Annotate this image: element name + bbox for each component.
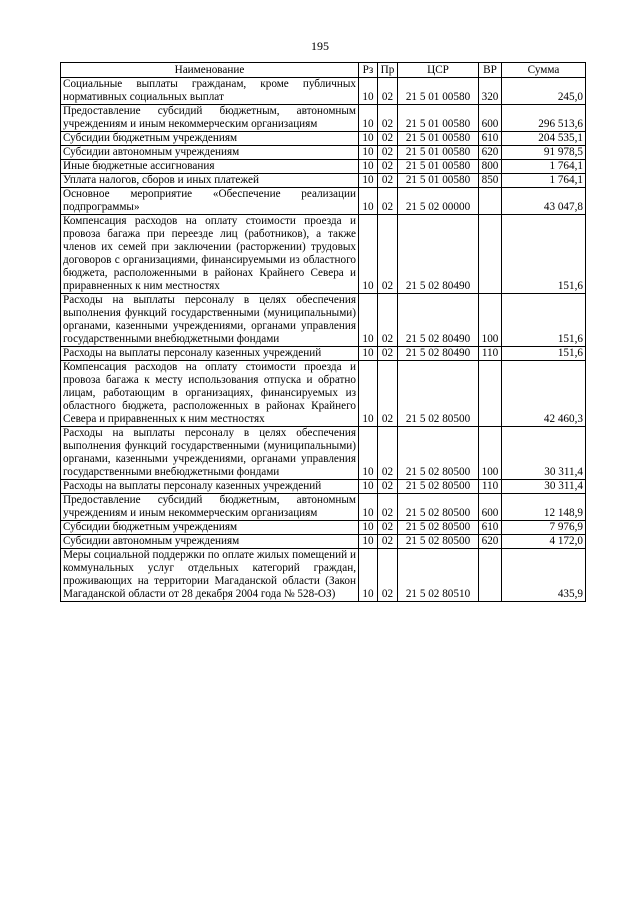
row-rz: 10	[359, 188, 378, 215]
table-row	[61, 188, 586, 215]
row-sum: 151,6	[502, 347, 586, 361]
row-rz: 10	[359, 215, 378, 294]
row-name: Расходы на выплаты персоналу в целях обеспечения выполнения функций государственными (муниципальными) органами, казенными учреждениями, органами управления государственными внебюджетными фондами	[61, 294, 359, 347]
row-sum: 151,6	[502, 294, 586, 347]
row-vr: 620	[479, 535, 502, 549]
row-rz: 10	[359, 294, 378, 347]
page-number: 195	[311, 39, 329, 53]
row-vr: 110	[479, 480, 502, 494]
row-csr: 21 5 02 80490	[398, 294, 479, 347]
row-pr: 02	[378, 174, 398, 188]
row-rz: 10	[359, 494, 378, 521]
row-sum: 204 535,1	[502, 132, 586, 146]
row-csr: 21 5 02 80500	[398, 521, 479, 535]
row-rz: 10	[359, 549, 378, 602]
row-name: Уплата налогов, сборов и иных платежей	[61, 174, 359, 188]
row-name: Субсидии бюджетным учреждениям	[61, 521, 359, 535]
row-sum: 435,9	[502, 549, 586, 602]
row-rz: 10	[359, 146, 378, 160]
table-row	[61, 215, 586, 294]
row-vr: 320	[479, 78, 502, 105]
table-row	[61, 160, 586, 174]
row-name: Основное мероприятие «Обеспечение реализации подпрограммы»	[61, 188, 359, 215]
row-sum: 30 311,4	[502, 427, 586, 480]
row-pr: 02	[378, 347, 398, 361]
row-csr: 21 5 01 00580	[398, 146, 479, 160]
row-csr: 21 5 02 80500	[398, 361, 479, 427]
row-name: Расходы на выплаты персоналу казенных учреждений	[61, 480, 359, 494]
row-sum: 151,6	[502, 215, 586, 294]
row-vr: 100	[479, 294, 502, 347]
row-name: Меры социальной поддержки по оплате жилых помещений и коммунальных услуг отдельных категорий граждан, проживающих на территории Магаданской области (Закон Магаданской области от 28 декабря 2004 года № 528-ОЗ)	[61, 549, 359, 602]
row-rz: 10	[359, 160, 378, 174]
row-pr: 02	[378, 494, 398, 521]
row-name: Субсидии автономным учреждениям	[61, 146, 359, 160]
row-pr: 02	[378, 361, 398, 427]
row-sum: 1 764,1	[502, 174, 586, 188]
row-csr: 21 5 02 80500	[398, 494, 479, 521]
row-sum: 296 513,6	[502, 105, 586, 132]
row-csr: 21 5 02 80490	[398, 347, 479, 361]
row-sum: 91 978,5	[502, 146, 586, 160]
table-row	[61, 146, 586, 160]
row-pr: 02	[378, 480, 398, 494]
row-pr: 02	[378, 188, 398, 215]
table-body	[61, 78, 586, 602]
row-vr	[479, 361, 502, 427]
row-vr: 100	[479, 427, 502, 480]
row-name: Иные бюджетные ассигнования	[61, 160, 359, 174]
row-rz: 10	[359, 521, 378, 535]
table-row	[61, 347, 586, 361]
row-sum: 1 764,1	[502, 160, 586, 174]
table-row	[61, 105, 586, 132]
row-csr: 21 5 02 80510	[398, 549, 479, 602]
row-rz: 10	[359, 132, 378, 146]
table-row	[61, 494, 586, 521]
row-vr: 610	[479, 132, 502, 146]
table-row	[61, 294, 586, 347]
row-pr: 02	[378, 78, 398, 105]
table-row	[61, 535, 586, 549]
row-name: Компенсация расходов на оплату стоимости проезда и провоза багажа при переезде лиц (работников), а также членов их семей при заключении (расторжении) трудовых договоров с организациями, финансируемыми из областного бюджета, расположенными в районах Крайнего Севера и приравненных к ним местностях	[61, 215, 359, 294]
row-rz: 10	[359, 347, 378, 361]
row-name: Субсидии бюджетным учреждениям	[61, 132, 359, 146]
row-name: Субсидии автономным учреждениям	[61, 535, 359, 549]
row-name: Предоставление субсидий бюджетным, автономным учреждениям и иным некоммерческим организациям	[61, 105, 359, 132]
row-pr: 02	[378, 215, 398, 294]
budget-table	[60, 62, 586, 602]
row-rz: 10	[359, 174, 378, 188]
row-sum: 7 976,9	[502, 521, 586, 535]
row-csr: 21 5 01 00580	[398, 132, 479, 146]
row-pr: 02	[378, 549, 398, 602]
row-sum: 12 148,9	[502, 494, 586, 521]
table-header-row	[61, 63, 586, 78]
row-csr: 21 5 01 00580	[398, 78, 479, 105]
row-sum: 4 172,0	[502, 535, 586, 549]
header-sum: Сумма	[502, 63, 586, 78]
table-row	[61, 361, 586, 427]
row-pr: 02	[378, 521, 398, 535]
row-csr: 21 5 02 80500	[398, 480, 479, 494]
row-csr: 21 5 01 00580	[398, 105, 479, 132]
table-row	[61, 78, 586, 105]
row-vr: 600	[479, 494, 502, 521]
row-csr: 21 5 02 80500	[398, 535, 479, 549]
table-row	[61, 427, 586, 480]
row-name: Расходы на выплаты персоналу в целях обеспечения выполнения функций государственными (муниципальными) органами, казенными учреждениями, органами управления государственными внебюджетными фондами	[61, 427, 359, 480]
header-csr: ЦСР	[398, 63, 479, 78]
row-csr: 21 5 01 00580	[398, 174, 479, 188]
row-pr: 02	[378, 146, 398, 160]
row-sum: 245,0	[502, 78, 586, 105]
row-csr: 21 5 02 80490	[398, 215, 479, 294]
row-vr: 110	[479, 347, 502, 361]
row-rz: 10	[359, 361, 378, 427]
row-sum: 30 311,4	[502, 480, 586, 494]
row-vr	[479, 215, 502, 294]
table-row	[61, 174, 586, 188]
row-vr: 610	[479, 521, 502, 535]
row-vr	[479, 188, 502, 215]
table-row	[61, 521, 586, 535]
table-row	[61, 132, 586, 146]
row-pr: 02	[378, 294, 398, 347]
row-sum: 42 460,3	[502, 361, 586, 427]
header-pr: Пр	[378, 63, 398, 78]
row-pr: 02	[378, 427, 398, 480]
row-sum: 43 047,8	[502, 188, 586, 215]
row-rz: 10	[359, 78, 378, 105]
row-rz: 10	[359, 480, 378, 494]
row-pr: 02	[378, 132, 398, 146]
row-name: Расходы на выплаты персоналу казенных учреждений	[61, 347, 359, 361]
row-name: Предоставление субсидий бюджетным, автономным учреждениям и иным некоммерческим организациям	[61, 494, 359, 521]
row-pr: 02	[378, 105, 398, 132]
row-rz: 10	[359, 535, 378, 549]
row-vr: 620	[479, 146, 502, 160]
row-vr: 600	[479, 105, 502, 132]
row-pr: 02	[378, 535, 398, 549]
header-name: Наименование	[61, 63, 359, 78]
row-rz: 10	[359, 105, 378, 132]
header-vr: ВР	[479, 63, 502, 78]
row-name: Компенсация расходов на оплату стоимости проезда и провоза багажа к месту использования отпуска и обратно лицам, работающим в организациях, финансируемых из областного бюджета, расположенных в районах Крайнего Севера и приравненных к ним местностях	[61, 361, 359, 427]
row-rz: 10	[359, 427, 378, 480]
row-csr: 21 5 02 00000	[398, 188, 479, 215]
row-vr: 850	[479, 174, 502, 188]
row-csr: 21 5 02 80500	[398, 427, 479, 480]
table-row	[61, 480, 586, 494]
row-csr: 21 5 01 00580	[398, 160, 479, 174]
row-pr: 02	[378, 160, 398, 174]
header-rz: Рз	[359, 63, 378, 78]
row-vr	[479, 549, 502, 602]
row-name: Социальные выплаты гражданам, кроме публичных нормативных социальных выплат	[61, 78, 359, 105]
table-row	[61, 549, 586, 602]
row-vr: 800	[479, 160, 502, 174]
